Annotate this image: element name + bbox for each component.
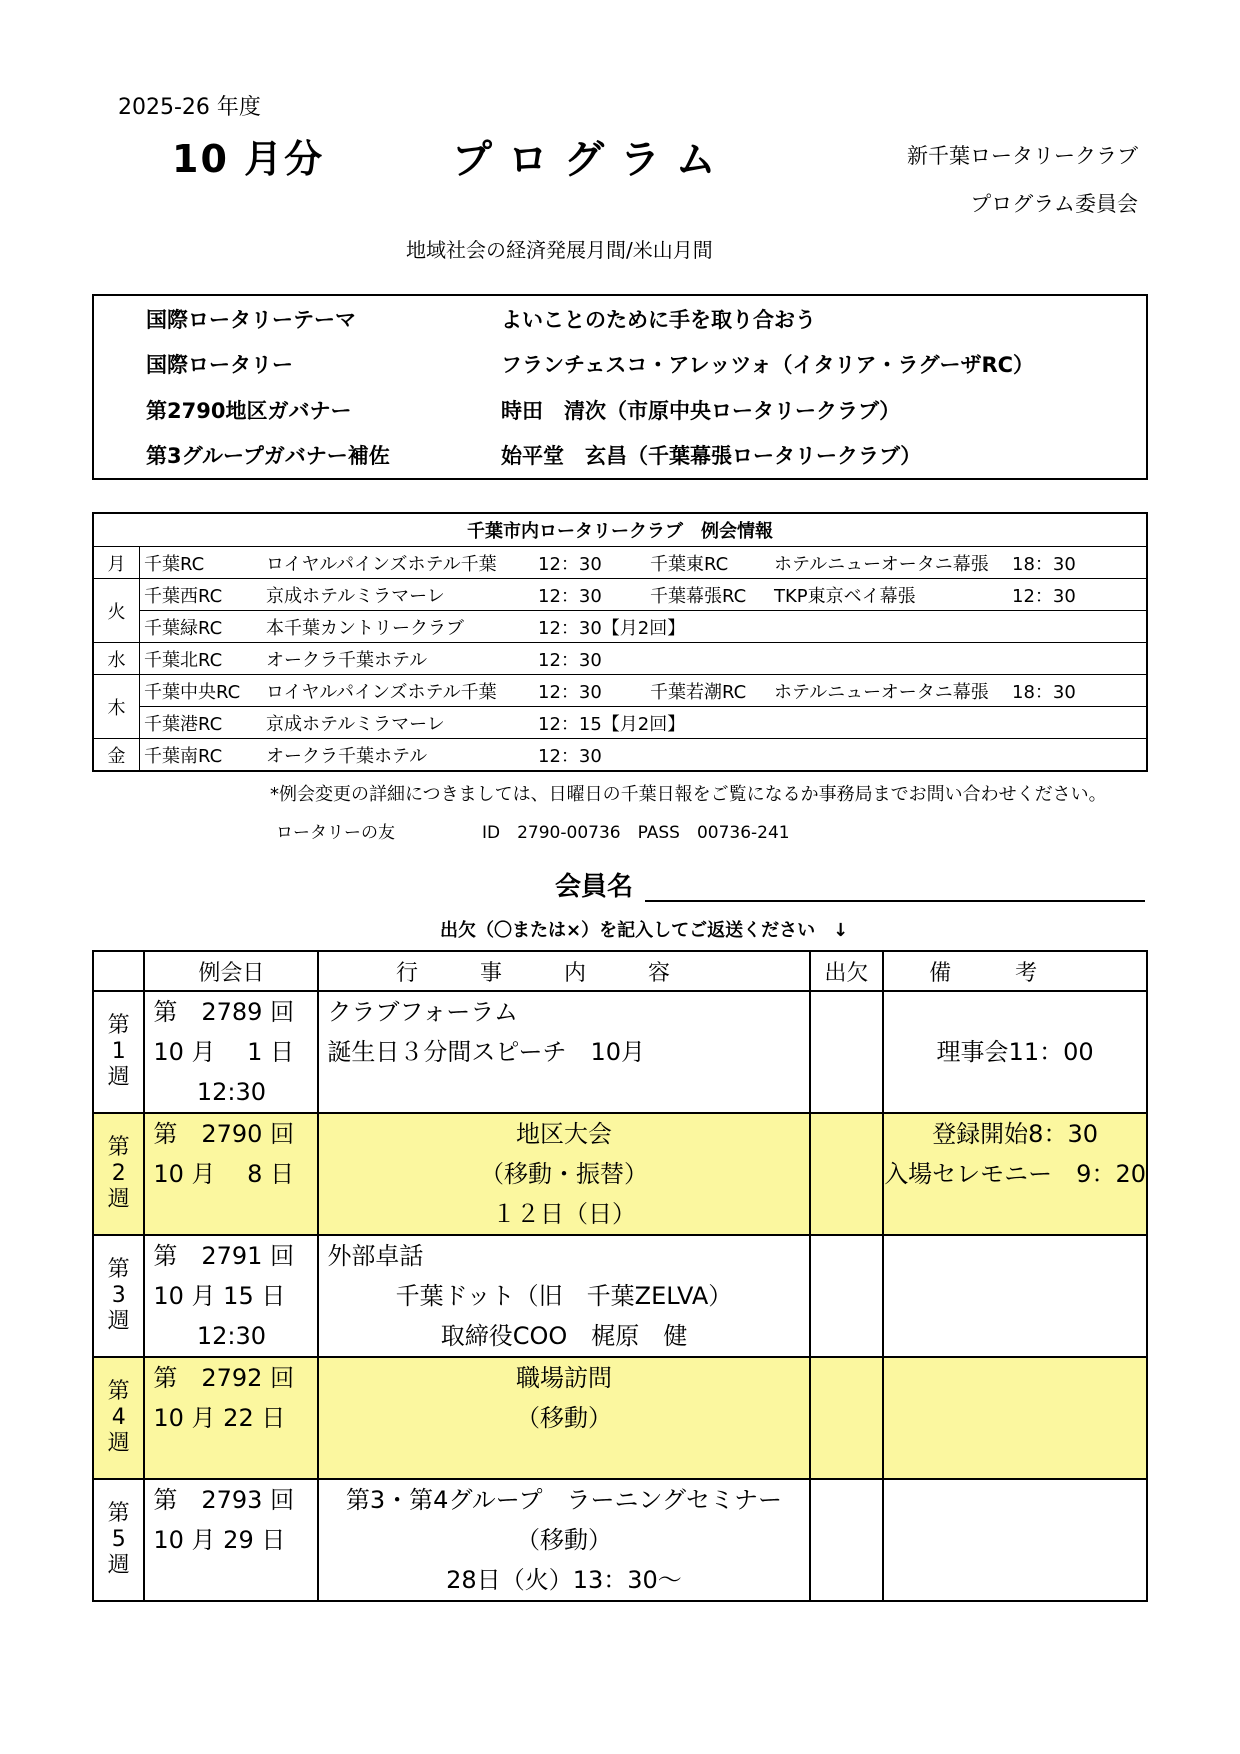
weekday-cell: 金 — [93, 739, 140, 772]
event-line: 28日（火）13：30～ — [446, 1566, 682, 1594]
attendance-instruction: 出欠（〇または×）を記入してご返送ください ↓ — [440, 920, 849, 941]
remark-line — [884, 1520, 1146, 1560]
meeting-row — [93, 643, 1147, 675]
fiscal-year: 2025-26 年度 — [118, 95, 261, 120]
meeting-date: 10 月 8 日 — [153, 1160, 295, 1188]
club-name: 新千葉ロータリークラブ — [907, 144, 1138, 168]
week-label-char: 週 — [107, 1431, 130, 1456]
meeting-venue: ロイヤルパインズホテル千葉 — [266, 553, 497, 575]
theme-box — [92, 294, 1148, 480]
event-cell — [318, 1235, 809, 1357]
meeting-time2: 18：30 — [1012, 681, 1076, 703]
event-line: クラブフォーラム — [327, 998, 518, 1026]
event-line: １２日（日） — [491, 1200, 636, 1228]
remark-line — [884, 1480, 1146, 1520]
meeting-detail — [140, 675, 1148, 707]
schedule-row — [93, 1113, 1147, 1235]
theme-value: よいことのために手を取り合おう — [501, 307, 816, 332]
theme-label: 第3グループガバナー補佐 — [146, 444, 390, 469]
header-attend: 出欠 — [810, 951, 884, 991]
schedule-row — [93, 991, 1147, 1113]
meeting-detail — [140, 739, 1148, 772]
meeting-detail — [140, 611, 1148, 643]
meeting-time: 12:30 — [196, 1322, 266, 1350]
member-name-label: 会員名 — [555, 872, 634, 902]
meeting-time: 12：30 — [538, 649, 602, 671]
theme-value: フランチェスコ・アレッツォ（イタリア・ラグーザRC） — [501, 353, 1035, 378]
meeting-venue: 京成ホテルミラマーレ — [266, 585, 445, 607]
meeting-club2: 千葉東RC — [650, 553, 729, 575]
remarks-cell — [883, 1235, 1147, 1357]
theme-row — [93, 387, 1147, 432]
theme-value: 始平堂 玄昌（千葉幕張ロータリークラブ） — [501, 444, 922, 469]
meeting-row — [93, 547, 1147, 579]
meeting-date-cell — [144, 1479, 318, 1601]
event-cell — [318, 991, 809, 1113]
remark-line — [884, 1358, 1146, 1398]
meeting-club: 千葉港RC — [144, 713, 223, 735]
meeting-venue2: ホテルニューオータニ幕張 — [774, 681, 989, 703]
meeting-row — [93, 579, 1147, 611]
meeting-time: 12：30【月2回】 — [538, 617, 686, 639]
week-label-char: 週 — [107, 1309, 130, 1334]
meeting-time — [145, 1560, 317, 1600]
meeting-venue2: ホテルニューオータニ幕張 — [774, 553, 989, 575]
meeting-venue: オークラ千葉ホテル — [266, 745, 428, 767]
meeting-venue: 本千葉カントリークラブ — [266, 617, 464, 639]
remark-line: 登録開始8：30 — [932, 1120, 1098, 1148]
weekday-cell: 木 — [93, 675, 140, 739]
remark-line: 理事会11：00 — [936, 1038, 1094, 1066]
schedule-table — [92, 950, 1148, 1602]
week-label-char: 第 — [107, 1013, 130, 1038]
attendance-field[interactable] — [810, 1479, 884, 1601]
meeting-row — [93, 739, 1147, 772]
meeting-info-title: 千葉市内ロータリークラブ 例会情報 — [93, 513, 1147, 547]
remark-line — [884, 1236, 1146, 1276]
weekday-cell: 火 — [93, 579, 140, 643]
meeting-date: 10 月 22 日 — [153, 1404, 286, 1432]
week-label-char: 週 — [107, 1187, 130, 1212]
remark-line — [884, 1194, 1146, 1234]
week-label — [93, 1113, 144, 1235]
week-label — [93, 1235, 144, 1357]
theme-row — [93, 432, 1147, 479]
meeting-club: 千葉西RC — [144, 585, 223, 607]
meeting-date-cell — [144, 1235, 318, 1357]
meeting-row — [93, 707, 1147, 739]
meeting-detail — [140, 707, 1148, 739]
schedule-row — [93, 1235, 1147, 1357]
theme-row — [93, 342, 1147, 387]
attendance-field[interactable] — [810, 1113, 884, 1235]
remark-line — [884, 1560, 1146, 1600]
week-label — [93, 1479, 144, 1601]
theme-label: 国際ロータリー — [146, 353, 293, 378]
remarks-cell — [883, 1479, 1147, 1601]
meeting-club: 千葉緑RC — [144, 617, 223, 639]
meeting-club: 千葉北RC — [144, 649, 223, 671]
meeting-date: 10 月 1 日 — [153, 1038, 295, 1066]
meeting-time2: 18：30 — [1012, 553, 1076, 575]
friend-credentials: ID 2790-00736 PASS 00736-241 — [482, 823, 790, 843]
event-line: 外部卓話 — [327, 1242, 424, 1270]
meeting-detail — [140, 579, 1148, 611]
event-line: （移動・振替） — [479, 1160, 648, 1188]
weekday-cell: 水 — [93, 643, 140, 675]
week-label-char: 第 — [107, 1379, 130, 1404]
event-line: 第3・第4グループ ラーニングセミナー — [345, 1486, 783, 1514]
meeting-detail — [140, 547, 1148, 579]
week-label-char: 5 — [111, 1527, 126, 1552]
week-label-char: 1 — [111, 1039, 126, 1064]
theme-label: 国際ロータリーテーマ — [146, 307, 356, 332]
meeting-club2: 千葉幕張RC — [650, 585, 747, 607]
meeting-time — [145, 1194, 317, 1234]
schedule-row — [93, 1479, 1147, 1601]
remark-line: 入場セレモニー 9：20 — [884, 1160, 1146, 1188]
event-line — [319, 1438, 808, 1478]
remark-line — [884, 1438, 1146, 1478]
week-label-char: 第 — [107, 1135, 130, 1160]
meeting-number: 第 2789 回 — [153, 998, 295, 1026]
meeting-info-table — [92, 512, 1148, 772]
month-title: 10 月分 — [172, 137, 325, 181]
week-label-char: 4 — [111, 1405, 126, 1430]
remark-line — [884, 1398, 1146, 1438]
meeting-time: 12：30 — [538, 585, 602, 607]
theme-row — [93, 295, 1147, 342]
meeting-time: 12：30 — [538, 553, 602, 575]
event-line: 千葉ドット（旧 千葉ZELVA） — [395, 1282, 733, 1310]
schedule-row — [93, 1357, 1147, 1479]
event-cell — [318, 1479, 809, 1601]
event-line: 職場訪問 — [515, 1364, 612, 1392]
week-label-char: 週 — [107, 1065, 130, 1090]
event-line: （移動） — [515, 1526, 612, 1554]
change-note: *例会変更の詳細につきましては、日曜日の千葉日報をご覧になるか事務局までお問い合わせください。 — [270, 784, 1107, 805]
theme-label: 第2790地区ガバナー — [146, 398, 352, 423]
event-line: 誕生日３分間スピーチ 10月 — [327, 1038, 646, 1066]
header-event: 行事内容 — [318, 951, 809, 991]
week-label-char: 週 — [107, 1553, 130, 1578]
event-cell — [318, 1113, 809, 1235]
meeting-row — [93, 611, 1147, 643]
page-title: プログラム — [452, 137, 732, 183]
friend-label: ロータリーの友 — [276, 823, 395, 843]
meeting-club2: 千葉若潮RC — [650, 681, 747, 703]
member-name-field[interactable] — [645, 900, 1145, 902]
meeting-date: 10 月 29 日 — [153, 1526, 286, 1554]
meeting-date-cell — [144, 991, 318, 1113]
meeting-time — [145, 1438, 317, 1478]
meeting-time: 12：30 — [538, 745, 602, 767]
meeting-time: 12:30 — [196, 1078, 266, 1106]
meeting-venue2: TKP東京ベイ幕張 — [774, 585, 916, 607]
attendance-field[interactable] — [810, 991, 884, 1113]
remark-line — [884, 992, 1146, 1032]
meeting-number: 第 2793 回 — [153, 1486, 295, 1514]
meeting-club: 千葉南RC — [144, 745, 223, 767]
meeting-number: 第 2792 回 — [153, 1364, 295, 1392]
remark-line — [884, 1276, 1146, 1316]
meeting-club: 千葉中央RC — [144, 681, 241, 703]
meeting-date: 10 月 15 日 — [153, 1282, 286, 1310]
meeting-club: 千葉RC — [144, 553, 205, 575]
event-cell — [318, 1357, 809, 1479]
meeting-venue: ロイヤルパインズホテル千葉 — [266, 681, 497, 703]
week-label — [93, 991, 144, 1113]
event-line: （移動） — [515, 1404, 612, 1432]
event-line: 地区大会 — [515, 1120, 612, 1148]
header-remarks: 備考 — [883, 951, 1147, 991]
remark-line — [884, 1072, 1146, 1112]
meeting-time: 12：15【月2回】 — [538, 713, 686, 735]
week-label-char: 3 — [111, 1283, 126, 1308]
header-week — [93, 951, 144, 991]
remark-line — [884, 1316, 1146, 1356]
remarks-cell — [883, 991, 1147, 1113]
meeting-detail — [140, 643, 1148, 675]
header-date: 例会日 — [144, 951, 318, 991]
meeting-row — [93, 675, 1147, 707]
week-label — [93, 1357, 144, 1479]
meeting-venue: 京成ホテルミラマーレ — [266, 713, 445, 735]
theme-value: 時田 清次（市原中央ロータリークラブ） — [501, 398, 901, 423]
attendance-field[interactable] — [810, 1235, 884, 1357]
remarks-cell — [883, 1113, 1147, 1235]
attendance-field[interactable] — [810, 1357, 884, 1479]
week-label-char: 第 — [107, 1257, 130, 1282]
event-line — [319, 1072, 808, 1112]
remarks-cell — [883, 1357, 1147, 1479]
month-theme: 地域社会の経済発展月間/米山月間 — [406, 238, 713, 262]
event-line: 取締役COO 梶原 健 — [440, 1322, 688, 1350]
meeting-date-cell — [144, 1113, 318, 1235]
week-label-char: 第 — [107, 1501, 130, 1526]
meeting-number: 第 2791 回 — [153, 1242, 295, 1270]
committee-name: プログラム委員会 — [970, 192, 1138, 216]
weekday-cell: 月 — [93, 547, 140, 579]
meeting-time2: 12：30 — [1012, 585, 1076, 607]
meeting-date-cell — [144, 1357, 318, 1479]
meeting-number: 第 2790 回 — [153, 1120, 295, 1148]
meeting-venue: オークラ千葉ホテル — [266, 649, 428, 671]
week-label-char: 2 — [111, 1161, 126, 1186]
meeting-time: 12：30 — [538, 681, 602, 703]
